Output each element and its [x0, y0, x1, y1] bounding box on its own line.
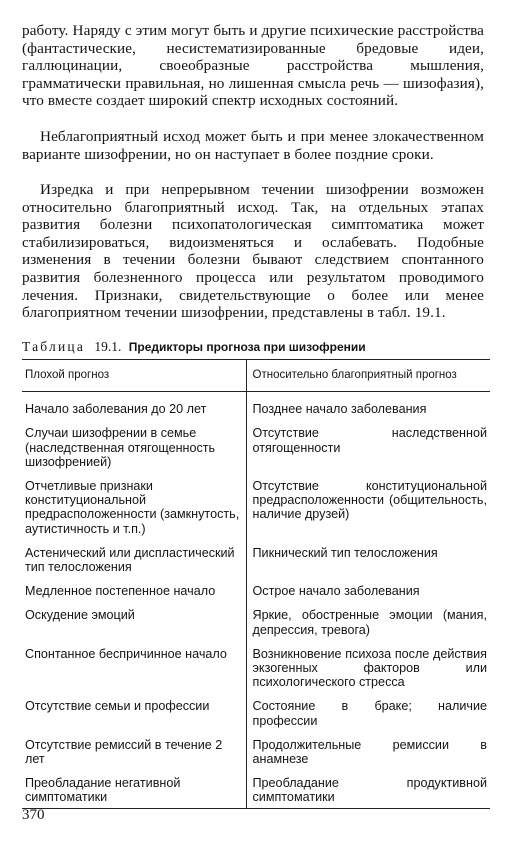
table-row — [22, 693, 490, 731]
page-number: 370 — [22, 807, 45, 823]
table-row — [22, 420, 490, 473]
poor-prognosis-cell: Отсутствие семьи и профессии — [25, 699, 210, 714]
table-row — [22, 602, 490, 640]
table-caption-number: 19.1. — [94, 339, 122, 354]
favorable-prognosis-cell: Пикнический тип телосложения — [246, 540, 490, 578]
favorable-prognosis-cell: Острое начало заболевания — [246, 578, 490, 602]
table-header-row — [22, 360, 490, 392]
poor-prognosis-cell: Отчетливые признаки конституциональной предрасположенности (замкнутость, аутистичность и т.п.) — [25, 479, 240, 536]
table-caption-label: Таблица — [22, 339, 86, 354]
favorable-prognosis-cell: Отсутствие конституциональной предрасположенности (общительность, наличие друзей) — [246, 473, 490, 540]
table-row — [22, 641, 490, 694]
table-caption — [22, 339, 492, 355]
prognosis-predictors-table — [22, 359, 490, 809]
poor-prognosis-cell: Медленное постепенное начало — [25, 584, 216, 599]
favorable-prognosis-cell: Преобладание продуктивной симптоматики — [246, 770, 490, 808]
favorable-prognosis-cell: Состояние в браке; наличие профессии — [246, 693, 490, 731]
paragraph-continuous-course: Изредка и при непрерывном течении шизофрении возможен относительно благоприятный исход. Так, на отдельных этапах развития болезни психопатологическая симптоматика может стабилизироваться, видоизменяться и ослабевать. Подобные изменения в течении болезни бывают следствием спонтанного развития болезненного процесса или результатом проводимого лечения. Признаки, свидетельствующие о более или менее благоприятном течении шизофрении, представлены в табл. 19.1. — [22, 181, 484, 322]
table-row — [22, 392, 490, 421]
table-row — [22, 578, 490, 602]
table-row — [22, 540, 490, 578]
table-caption-title: Предикторы прогноза при шизофрении — [128, 340, 366, 354]
poor-prognosis-cell: Оскудение эмоций — [25, 608, 135, 623]
poor-prognosis-cell: Преобладание негативной симптоматики — [22, 770, 246, 808]
favorable-prognosis-cell: Позднее начало заболевания — [246, 392, 490, 421]
favorable-prognosis-cell: Возникновение психоза после действия экзогенных факторов или психологического стресса — [246, 641, 490, 694]
header-poor-prognosis: Плохой прогноз — [22, 360, 246, 392]
table-row — [22, 473, 490, 540]
poor-prognosis-cell: Отсутствие ремиссий в течение 2 лет — [25, 737, 223, 767]
favorable-prognosis-cell: Продолжительные ремиссии в анамнезе — [246, 732, 490, 770]
poor-prognosis-cell: Спонтанное беспричинное начало — [25, 646, 227, 661]
paragraph-unfavorable-outcome: Неблагоприятный исход может быть и при менее злокачественном варианте шизофрении, но он наступает в более поздние сроки. — [22, 128, 484, 163]
paragraph-continuation: работу. Наряду с этим могут быть и другие психические расстройства (фантастические, несистематизированные бредовые идеи, галлюцинации, своеобразные расстройства мышления, грамматически правильная, но лишенная смысла речь — шизофазия), что вместе создает широкий спектр исходных состояний. — [22, 22, 484, 110]
poor-prognosis-cell: Астенический или диспластический тип телосложения — [25, 545, 235, 575]
table-row — [22, 770, 490, 808]
poor-prognosis-cell: Случаи шизофрении в семье (наследственная отягощенность шизофренией) — [25, 426, 216, 469]
favorable-prognosis-cell: Отсутствие наследственной отягощенности — [246, 420, 490, 473]
favorable-prognosis-cell: Яркие, обостренные эмоции (мания, депрессия, тревога) — [246, 602, 490, 640]
header-favorable-prognosis: Относительно благоприятный прогноз — [246, 360, 490, 392]
table-row — [22, 732, 490, 770]
poor-prognosis-cell: Начало заболевания до 20 лет — [25, 402, 207, 417]
